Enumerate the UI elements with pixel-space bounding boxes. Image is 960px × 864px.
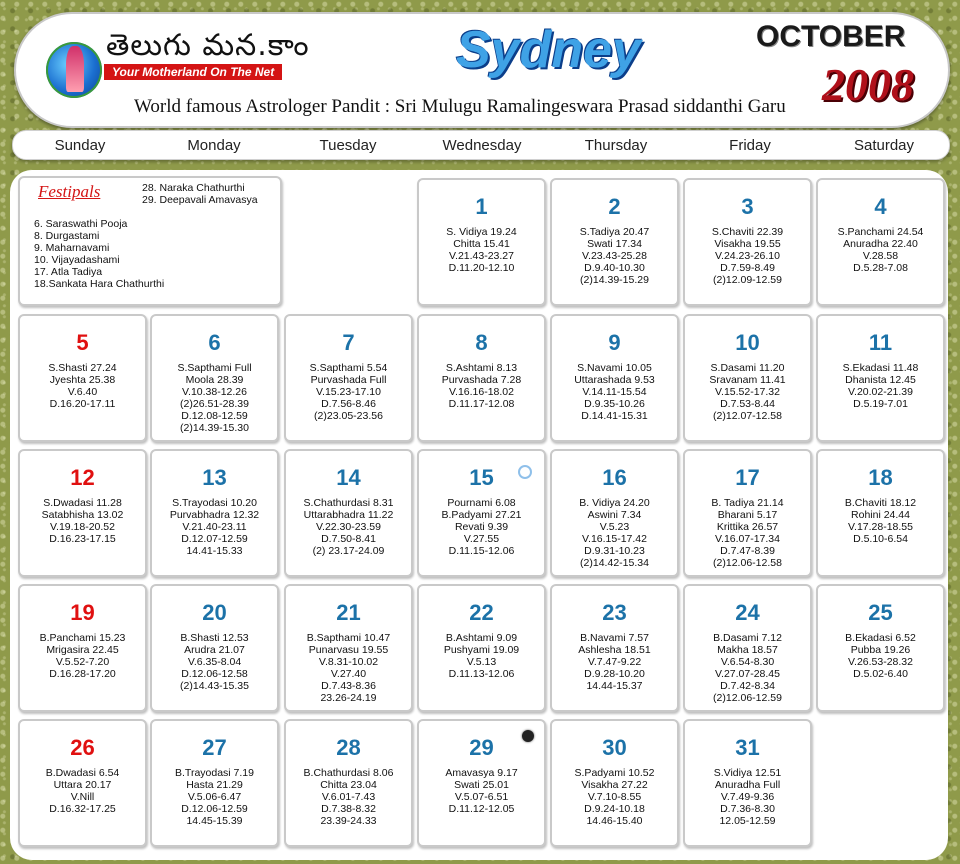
day-cell (683, 719, 812, 847)
day-number: 17 (735, 465, 760, 490)
day-cell (284, 584, 413, 712)
festivals-box (18, 176, 282, 306)
festival-item: 17. Atla Tadiya (34, 266, 103, 278)
weekday-sunday: Sunday (54, 137, 106, 154)
day-cell (816, 314, 945, 442)
year-title: 2008 (822, 59, 914, 110)
day-number: 9 (608, 330, 621, 355)
calendar-header (14, 12, 950, 128)
day-details: B.Sapthami 10.47 Punarvasu 19.55 V.8.31-10.02 V.27.40 D.7.43-8.36 23.26-24.19 (306, 632, 391, 704)
day-details: B.Panchami 15.23 Mrigasira 22.45 V.5.52-7.20 D.16.28-17.20 (39, 632, 126, 680)
day-details: S.Panchami 24.54 Anuradha 22.40 V.28.58 D.5.28-7.08 (837, 226, 924, 274)
day-cell (816, 449, 945, 577)
day-cell (150, 719, 279, 847)
day-cell (816, 584, 945, 712)
month-title: OCTOBER (756, 20, 906, 53)
festival-item: 29. Deepavali Amavasya (142, 194, 258, 206)
festivals-title: Festipals (38, 182, 101, 201)
day-number: 2 (608, 194, 621, 219)
day-cell (150, 314, 279, 442)
day-cell (284, 314, 413, 442)
day-number: 13 (202, 465, 227, 490)
new-moon-icon (522, 730, 534, 742)
day-cell (550, 449, 679, 577)
day-details: S.Chaviti 22.39 Visakha 19.55 V.24.23-26.10 D.7.59-8.49 (2)12.09-12.59 (711, 226, 784, 286)
day-details: B.Shasti 12.53 Arudra 21.07 V.6.35-8.04 D.12.06-12.58 (2)14.43-15.35 (180, 632, 249, 692)
day-details: S.Chathurdasi 8.31 Uttarabhadra 11.22 V.22.30-23.59 D.7.50-8.41 (2) 23.17-24.09 (303, 497, 394, 557)
day-number: 12 (70, 465, 95, 490)
day-number: 23 (602, 600, 627, 625)
day-details: S.Dasami 11.20 Sravanam 11.41 V.15.52-17.32 D.7.53-8.44 (2)12.07-12.58 (709, 362, 786, 422)
day-details: S.Sapthami Full Moola 28.39 V.10.38-12.26 (2)26.51-28.39 D.12.08-12.59 (2)14.39-15.30 (177, 362, 252, 434)
festival-item: 6. Saraswathi Pooja (34, 218, 128, 230)
weekday-tuesday: Tuesday (319, 137, 377, 154)
day-details: B.Chathurdasi 8.06 Chitta 23.04 V.6.01-7.43 D.7.38-8.32 23.39-24.33 (303, 767, 394, 827)
day-details: S.Ashtami 8.13 Purvashada 7.28 V.16.16-18.02 D.11.17-12.08 (441, 362, 522, 410)
day-cell (816, 178, 945, 306)
day-details: B.Chaviti 18.12 Rohini 24.44 V.17.28-18.55 D.5.10-6.54 (844, 497, 917, 545)
day-number: 4 (874, 194, 887, 219)
day-cell (683, 314, 812, 442)
city-title: Sydney (456, 21, 641, 79)
day-details: S.Navami 10.05 Uttarashada 9.53 V.14.11-15.54 D.9.35-10.26 D.14.41-15.31 (574, 362, 655, 422)
weekday-monday: Monday (187, 137, 241, 154)
day-cell (18, 584, 147, 712)
festival-item: 8. Durgastami (34, 230, 100, 242)
day-number: 16 (602, 465, 627, 490)
day-number: 3 (741, 194, 754, 219)
full-moon-icon (518, 465, 532, 479)
day-number: 6 (208, 330, 221, 355)
day-details: S.Ekadasi 11.48 Dhanista 12.45 V.20.02-21.39 D.5.19-7.01 (842, 362, 919, 410)
day-details: S.Dwadasi 11.28 Satabhisha 13.02 V.19.18-20.52 D.16.23-17.15 (41, 497, 124, 545)
day-details: B.Ashtami 9.09 Pushyami 19.09 V.5.13 D.11.13-12.06 (443, 632, 520, 680)
day-number: 29 (469, 735, 494, 760)
day-number: 21 (336, 600, 361, 625)
day-details: B.Dasami 7.12 Makha 18.57 V.6.54-8.30 V.27.07-28.45 D.7.42-8.34 (2)12.06-12.59 (713, 632, 782, 704)
day-number: 26 (70, 735, 95, 760)
day-details: B.Ekadasi 6.52 Pubba 19.26 V.26.53-28.32 D.5.02-6.40 (845, 632, 916, 680)
day-details: S.Vidiya 12.51 Anuradha Full V.7.49-9.36 D.7.36-8.30 12.05-12.59 (713, 767, 782, 827)
day-cell (550, 178, 679, 306)
day-number: 8 (475, 330, 488, 355)
day-details: B.Dwadasi 6.54 Uttara 20.17 V.Nill D.16.32-17.25 (45, 767, 120, 815)
day-details: S.Trayodasi 10.20 Purvabhadra 12.32 V.21.40-23.11 D.12.07-12.59 14.41-15.33 (169, 497, 260, 557)
day-number: 7 (342, 330, 355, 355)
day-cell (550, 314, 679, 442)
day-number: 5 (76, 330, 89, 355)
festival-item: 9. Maharnavami (34, 242, 110, 254)
goddess-figure-icon (66, 46, 84, 92)
day-number: 25 (868, 600, 893, 625)
day-cell (683, 449, 812, 577)
site-logo-text[interactable]: తెలుగు మన.కాం (106, 28, 310, 63)
day-number: 1 (475, 194, 488, 219)
day-details: Amavasya 9.17 Swati 25.01 V.5.07-6.51 D.11.12-12.05 (445, 767, 518, 815)
day-cell (417, 314, 546, 442)
day-cell (550, 584, 679, 712)
site-tagline: Your Motherland On The Net (104, 64, 282, 80)
day-number: 27 (202, 735, 227, 760)
day-cell (150, 584, 279, 712)
day-number: 19 (70, 600, 95, 625)
day-details: B. Vidiya 24.20 Aswini 7.34 V.5.23 V.16.15-17.42 D.9.31-10.23 (2)14.42-15.34 (579, 497, 650, 569)
day-cell (284, 449, 413, 577)
festival-item: 18.Sankata Hara Chathurthi (34, 278, 165, 290)
day-number: 11 (868, 330, 893, 355)
day-number: 18 (868, 465, 893, 490)
day-details: S.Sapthami 5.54 Purvashada Full V.15.23-17.10 D.7.56-8.46 (2)23.05-23.56 (309, 362, 388, 422)
day-details: B.Trayodasi 7.19 Hasta 21.29 V.5.06-6.47 D.12.06-12.59 14.45-15.39 (175, 767, 254, 827)
day-number: 22 (469, 600, 494, 625)
day-details: B. Tadiya 21.14 Bharani 5.17 Krittika 26.57 V.16.07-17.34 D.7.47-8.39 (2)12.06-12.58 (711, 497, 784, 569)
astrologer-credit: World famous Astrologer Pandit : Sri Mulugu Ramalingeswara Prasad siddanthi Garu (134, 96, 786, 117)
weekday-friday: Friday (729, 137, 771, 154)
day-cell (284, 719, 413, 847)
day-cell (683, 584, 812, 712)
day-details: S.Tadiya 20.47 Swati 17.34 V.23.43-25.28 D.9.40-10.30 (2)14.39-15.29 (579, 226, 650, 286)
festival-item: 10. Vijayadashami (34, 254, 120, 266)
day-number: 20 (202, 600, 227, 625)
day-details: Pournami 6.08 B.Padyami 27.21 Revati 9.39 V.27.55 D.11.15-12.06 (441, 497, 522, 557)
day-cell (683, 178, 812, 306)
day-number: 15 (469, 465, 494, 490)
day-details: B.Navami 7.57 Ashlesha 18.51 V.7.47-9.22 D.9.28-10.20 14.44-15.37 (578, 632, 651, 692)
day-details: S. Vidiya 19.24 Chitta 15.41 V.21.43-23.27 D.11.20-12.10 (446, 226, 517, 274)
day-number: 24 (735, 600, 760, 625)
day-number: 10 (735, 330, 760, 355)
weekday-thursday: Thursday (584, 137, 648, 154)
day-number: 31 (735, 735, 760, 760)
day-details: S.Shasti 27.24 Jyeshta 25.38 V.6.40 D.16.20-17.11 (48, 362, 117, 410)
day-details: S.Padyami 10.52 Visakha 27.22 V.7.10-8.55 D.9.24-10.18 14.46-15.40 (574, 767, 655, 827)
day-cell (150, 449, 279, 577)
day-number: 28 (336, 735, 361, 760)
day-cell (417, 178, 546, 306)
festival-item: 28. Naraka Chathurthi (142, 182, 245, 194)
day-number: 14 (336, 465, 361, 490)
day-cell (417, 584, 546, 712)
day-cell (18, 314, 147, 442)
day-number: 30 (602, 735, 627, 760)
weekday-saturday: Saturday (853, 137, 915, 154)
day-cell (18, 449, 147, 577)
day-cell (18, 719, 147, 847)
day-cell (550, 719, 679, 847)
weekday-wednesday: Wednesday (442, 137, 522, 154)
weekday-header (12, 130, 950, 160)
